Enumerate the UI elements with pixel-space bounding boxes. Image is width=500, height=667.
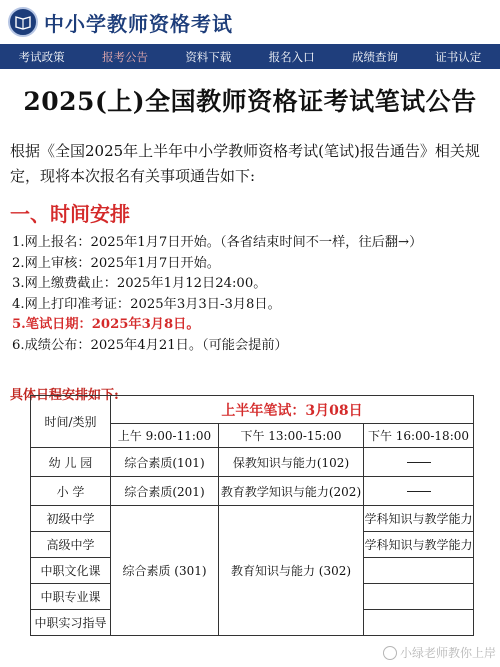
nav-item-scores[interactable]: 成绩查询 [351, 49, 398, 64]
book-icon [14, 13, 32, 31]
schedule-item-exam-date: 5.笔试日期：2025年3月8日。 [12, 317, 200, 332]
exam-schedule-table [30, 395, 474, 636]
nav-item-announcement[interactable]: 报考公告 [101, 49, 148, 64]
section-title-schedule: 一、时间安排 [10, 202, 130, 226]
table-cell-empty [364, 448, 474, 477]
table-cell-category: 中职文化课 [31, 558, 111, 584]
table-time-morning: 上午 9:00-11:00 [111, 424, 219, 448]
table-cell-empty [364, 584, 474, 610]
table-cell-empty [364, 558, 474, 584]
table-cell-merged-pm: 教育知识与能力 (302) [219, 506, 364, 636]
schedule-detail-title: 具体日程安排如下: [10, 388, 119, 403]
intro-paragraph: 根据《全国2025年上半年中小学教师资格考试(笔试)报告通告》相关规定，现将本次报名有关事项通告如下: [10, 142, 480, 185]
table-cell-empty [364, 477, 474, 506]
table-cell-category: 幼 儿 园 [31, 448, 111, 477]
table-time-afternoon-2: 下午 16:00-18:00 [364, 424, 474, 448]
table-cell: 综合素质(201) [111, 477, 219, 506]
table-time-afternoon-1: 下午 13:00-15:00 [219, 424, 364, 448]
page-title: 2025(上)全国教师资格证考试笔试公告 [23, 87, 477, 116]
table-cell-category: 高级中学 [31, 532, 111, 558]
schedule-item-payment: 3.网上缴费截止：2025年1月12日24:00。 [12, 276, 267, 291]
watermark-icon [383, 646, 397, 660]
watermark [383, 644, 496, 661]
table-cell-category: 中职专业课 [31, 584, 111, 610]
table-cell: 综合素质(101) [111, 448, 219, 477]
table-cell-merged-am: 综合素质 (301) [111, 506, 219, 636]
table-row [31, 448, 474, 477]
schedule-item-admission-ticket: 4.网上打印准考证：2025年3月3日-3月8日。 [12, 296, 281, 312]
schedule-list [0, 233, 500, 356]
schedule-item-registration: 1.网上报名：2025年1月7日开始。（各省结束时间不一样，往后翻→） [12, 235, 423, 250]
table-cell: 保教知识与能力(102) [219, 448, 364, 477]
table-cell: 学科知识与教学能力 [364, 532, 474, 558]
table-corner-header: 时间/类别 [31, 396, 111, 448]
table-cell-empty [364, 610, 474, 636]
schedule-item-results: 6.成绩公布：2025年4月21日。（可能会提前） [12, 337, 288, 353]
dash-mark [407, 491, 431, 492]
table-row [31, 477, 474, 506]
table-cell: 教育教学知识与能力(202) [219, 477, 364, 506]
watermark-text: 小绿老师教你上岸 [399, 646, 496, 660]
site-name: 中小学教师资格考试 [44, 11, 233, 36]
site-header [0, 0, 500, 44]
nav-item-policy[interactable]: 考试政策 [18, 49, 65, 64]
dash-mark [407, 462, 431, 463]
site-logo[interactable] [8, 7, 38, 37]
table-top-header: 上半年笔试：3月08日 [111, 396, 474, 424]
table-cell: 学科知识与教学能力 [364, 506, 474, 532]
table-cell-category: 初级中学 [31, 506, 111, 532]
schedule-item-review: 2.网上审核：2025年1月7日开始。 [12, 255, 220, 271]
nav-item-downloads[interactable]: 资料下载 [185, 49, 232, 64]
table-cell-category: 中职实习指导 [31, 610, 111, 636]
nav-item-certificate[interactable]: 证书认定 [435, 49, 482, 64]
main-nav [0, 44, 500, 69]
table-cell-category: 小 学 [31, 477, 111, 506]
table-row [31, 506, 474, 532]
nav-item-register[interactable]: 报名入口 [268, 49, 315, 64]
